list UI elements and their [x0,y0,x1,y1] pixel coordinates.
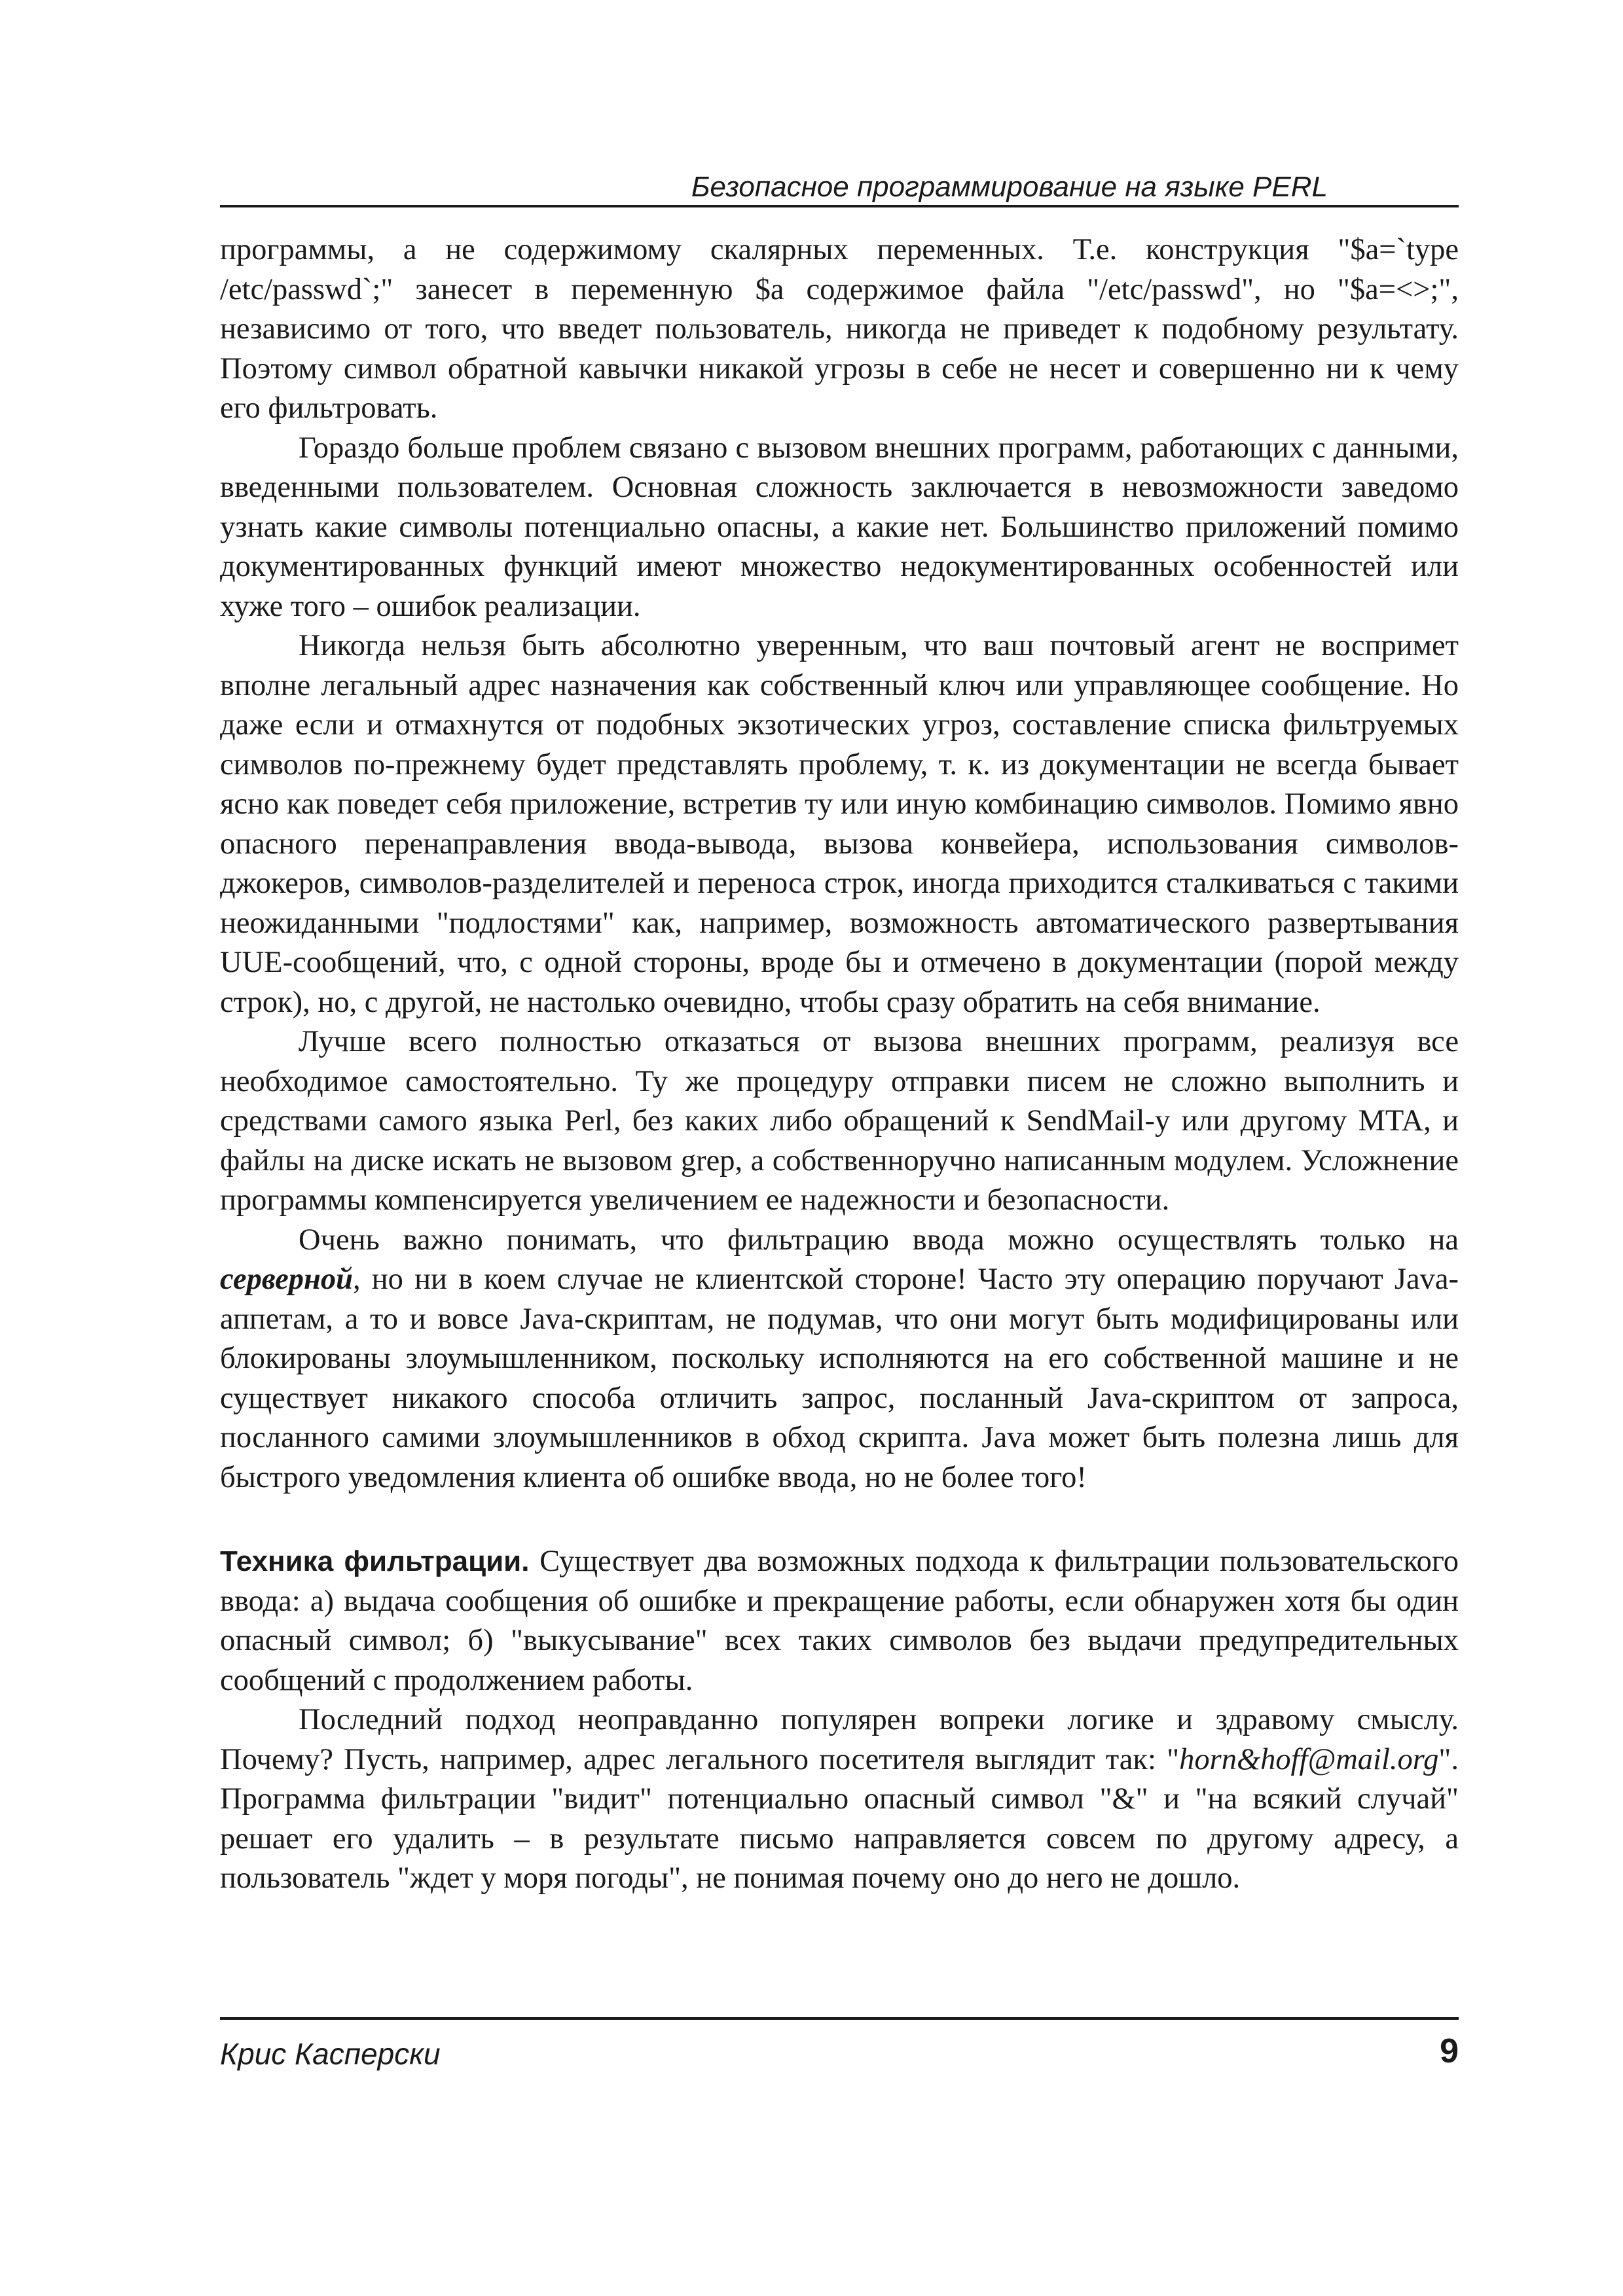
paragraph-5 [220,1221,1459,1498]
paragraph-5-start: Очень важно понимать, что фильтрацию ввода можно осуществлять только на [299,1223,1459,1257]
footer-rule [220,2017,1459,2020]
paragraph-2: Гораздо больше проблем связано с вызовом внешних программ, работающих с данными, введенными пользователем. Основная сложность заключается в невозможности заведомо узнать какие символы потенциально опасны, а какие нет. Большинство приложений помимо документированных функций имеют множество недокументированных особенностей или хуже того – ошибок реализации. [220,431,1459,623]
running-header: Безопасное программирование на языке PERL [691,171,1328,203]
section-gap [220,1498,1459,1542]
section-text: Существует два возможных подхода к фильтрации пользовательского ввода: а) выдача сообщения об ошибке и прекращение работы, если обнаружен хотя бы один опасный символ; б) "выкусывание" всех таких символов без выдачи предупредительных сообщений с продолжением работы. [220,1545,1459,1697]
page-body [220,230,1459,1899]
section-paragraph [220,1542,1459,1700]
paragraph-7-rest: ". Программа фильтрации "видит" потенциально опасный символ "&" и "на всякий случай" решает его удалить – в результате письмо направляется совсем по другому адресу, а пользователь "ждет у моря погоды", не понимая почему оно до него не дошло. [220,1742,1459,1895]
paragraph-7 [220,1700,1459,1899]
email-example: horn&hoff@mail.org [1179,1742,1439,1776]
paragraph-1: программы, а не содержимому скалярных переменных. Т.е. конструкция "$a=`type /etc/passwd`;" занесет в переменную $a содержимое файла "/etc/passwd", но "$a=<>;", независимо от того, что введет пользователь, никогда не приведет к подобному результату. Поэтому символ обратной кавычки никакой угрозы в себе не несет и совершенно ни к чему его фильтровать. [220,233,1459,425]
paragraph-3: Никогда нельзя быть абсолютно уверенным, что ваш почтовый агент не воспримет вполне легальный адрес назначения как собственный ключ или управляющее сообщение. Но даже если и отмахнутся от подобных экзотических угроз, составление списка фильтруемых символов по-прежнему будет представлять проблему, т. к. из документации не всегда бывает ясно как поведет себя приложение, встретив ту или иную комбинацию символов. Помимо явно опасного перенаправления ввода-вывода, вызова конвейера, использования символов-джокеров, символов-разделителей и переноса строк, иногда приходится сталкиваться с такими неожиданными "подлостями" как, например, возможность автоматического развертывания UUE-сообщений, что, с одной стороны, вроде бы и отмечено в документации (порой между строк), но, с другой, не настолько очевидно, чтобы сразу обратить на себя внимание. [220,629,1459,1019]
footer-author: Крис Касперски [220,2037,441,2071]
paragraph-4: Лучше всего полностью отказаться от вызова внешних программ, реализуя все необходимое самостоятельно. Ту же процедуру отправки писем не сложно выполнить и средствами самого языка Perl, без каких либо обращений к SendMail-у или другому MTA, и файлы на диске искать не вызовом grep, а собственноручно написанным модулем. Усложнение программы компенсируется увеличением ее надежности и безопасности. [220,1025,1459,1217]
paragraph-7-start: Последний подход неоправданно популярен вопреки логике и здравому смыслу. Почему? Пусть, например, адрес легального посетителя выглядит так: " [220,1703,1459,1776]
header-rule [220,205,1459,207]
emphasis-server-side: серверной [220,1263,353,1296]
paragraph-5-rest: , но ни в коем случае не клиентской стороне! Часто эту операцию поручают Java-аппетам, а то и вовсе Java-скриптам, не подумав, что они могут быть модифицированы или блокированы злоумышленником, поскольку исполняются на его собственной машине и не существует никакого способа отличить запрос, посланный Java-скриптом от запроса, посланного самими злоумышленников в обход скрипта. Java может быть полезна лишь для быстрого уведомления клиента об ошибке ввода, но не более того! [220,1263,1459,1494]
page-number: 9 [1440,2032,1459,2070]
section-heading: Техника фильтрации. [220,1545,530,1577]
